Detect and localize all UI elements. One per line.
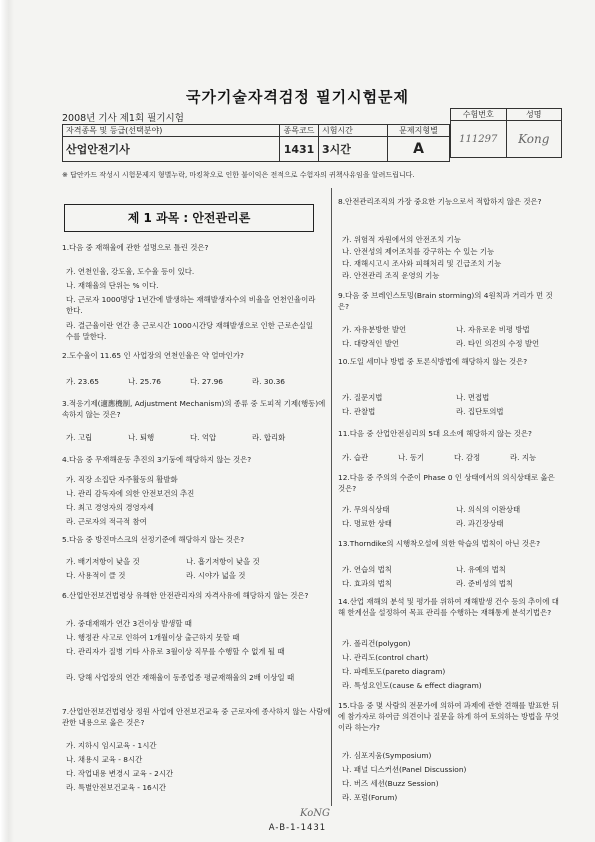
- option: 라. 준비성의 법칙: [456, 579, 514, 588]
- option: 다. 명료한 상태: [342, 519, 392, 528]
- exam-info-table: [62, 124, 450, 162]
- option: 라. 합리화: [252, 433, 286, 442]
- option: 나. 자유로운 비평 방법: [456, 325, 530, 334]
- option: 다. 사용적이 클 것: [66, 571, 126, 580]
- option: 라. 집단토의법: [456, 407, 504, 416]
- option: 다. 근로자 1000명당 1년간에 발생하는 재해발생자수의 비율을 연천인율이라 한다.: [66, 295, 316, 315]
- category-label: 자격종목 및 등급(선택분야): [63, 125, 280, 137]
- option: 라. 당해 사업장의 연간 재해율이 동종업종 평균재해율의 2배 이상일 때: [66, 673, 295, 682]
- exam-number-cell: [451, 121, 507, 158]
- candidate-box: [450, 108, 562, 158]
- name-label: 성명: [506, 109, 562, 121]
- question-8: 8.안전관리조직의 가장 중요한 기능으로서 적합하지 않은 것은?: [338, 197, 542, 206]
- option: 나. 유예의 법칙: [456, 565, 506, 574]
- option: 가. 고립: [66, 433, 93, 442]
- option: 가. 무의식상태: [342, 505, 390, 514]
- option: 나. 의식의 이완상태: [456, 505, 521, 514]
- option: 라. 타인 의견의 수정 발언: [456, 339, 540, 348]
- question-11: 11.다음 중 산업안전심리의 5대 요소에 해당하지 않는 것은?: [338, 429, 532, 438]
- option: 다. 관찰법: [342, 407, 376, 416]
- name-cell: [506, 121, 562, 158]
- option: 라. 안전관리 조직 운영의 기능: [342, 271, 440, 280]
- option: 나. 25.76: [128, 377, 161, 386]
- option: 라. 특별안전보건교육 - 16시간: [66, 783, 167, 792]
- page-title: 국가기술자격검정 필기시험문제: [185, 88, 410, 106]
- question-6: 6.산업안전보건법령상 유해한 안전관리자의 자격사유에 해당하지 않는 것은?: [62, 591, 309, 600]
- option: 다. 최고 경영자의 경영자세: [66, 503, 154, 512]
- handwritten-name: Kong: [518, 132, 550, 146]
- question-3: 3.적응기제(適應機制, Adjustment Mechanism)의 종류 중 도피적 기제(행동)에 속하지 않는 것은?: [62, 399, 326, 419]
- question-13: 13.Thorndike의 시행착오설에 의한 학습의 법칙이 아닌 것은?: [338, 539, 541, 548]
- option: 라. 30.36: [252, 377, 285, 386]
- type-label: 문제지형별: [388, 125, 450, 137]
- time-value: 3시간: [319, 137, 388, 162]
- option: 나. 재해율의 단위는 % 이다.: [66, 281, 159, 290]
- question-15: 15.다음 중 몇 사람의 전문가에 의하여 과제에 관한 견해를 발표한 뒤에 참가자로 하여금 의견이나 질문을 하게 하여 토의하는 방법을 무엇이라 하는가?: [338, 701, 560, 732]
- option: 가. 배기저항이 낮을 것: [66, 557, 140, 566]
- option: 가. 연습의 법칙: [342, 565, 392, 574]
- option: 라. 포럼(Forum): [342, 793, 398, 802]
- option: 라. 시야가 넓을 것: [186, 571, 246, 580]
- question-10: 10.도일 세미나 방법 중 토론식방법에 해당하지 않는 것은?: [338, 357, 528, 366]
- option: 다. 관리자가 질병 기타 사유로 3월이상 직무를 수행할 수 없게 될 때: [66, 647, 285, 656]
- option: 나. 안전성의 제어조치를 강구하는 수 있는 기능: [342, 247, 495, 256]
- question-9: 9.다음 중 브레인스토밍(Brain storming)의 4원칙과 거리가 먼 것은?: [338, 291, 553, 311]
- option: 가. 질문지법: [342, 393, 383, 402]
- option: 다. 효과의 법칙: [342, 579, 392, 588]
- option: 나. 관리 감독자에 의한 안전보건의 추진: [66, 489, 195, 498]
- option: 가. 중대재해가 연간 3건이상 발생할 때: [66, 619, 192, 628]
- category-value: 산업안전기사: [63, 137, 280, 162]
- option: 나. 채용시 교육 - 8시간: [66, 755, 143, 764]
- exam-session: 2008년 기사 제1회 필기시험: [62, 113, 184, 124]
- option: 다. 감정: [454, 453, 481, 462]
- option: 다. 대량적인 발언: [342, 339, 400, 348]
- question-7: 7.산업안전보건법령상 정원 사업에 안전보건교육 중 근로자에 종사하지 않는 사람에 관한 내용으로 옳은 것은?: [62, 707, 331, 727]
- option: 가. 습관: [342, 453, 369, 462]
- option: 라. 근로자의 적극적 참여: [66, 517, 147, 526]
- exam-number-label: 수험번호: [451, 109, 507, 121]
- option: 나. 동기: [398, 453, 425, 462]
- question-5: 5.다음 중 방진마스크의 선정기준에 해당하지 않는 것은?: [62, 535, 245, 544]
- option: 다. 억압: [190, 433, 217, 442]
- code-value: 1431: [280, 137, 319, 162]
- option: 가. 심포지움(Symposium): [342, 751, 432, 760]
- option: 가. 자유분방한 발언: [342, 325, 407, 334]
- option: 나. 흡기저항이 낮을 것: [186, 557, 260, 566]
- option: 가. 폴리건(polygon): [342, 639, 411, 648]
- question-2: 2.도수율이 11.65 인 사업장의 연천인율은 약 얼마인가?: [62, 351, 244, 360]
- option: 다. 재해시고시 조사와 피해처리 및 긴급조치 기능: [342, 259, 502, 268]
- question-1: [62, 242, 332, 253]
- option: 나. 퇴행: [128, 433, 155, 442]
- option: 가. 23.65: [66, 377, 99, 386]
- option: 라. 지능: [510, 453, 537, 462]
- option: 나. 관리도(control chart): [342, 653, 429, 662]
- question-4: 4.다음 중 무재해운동 추진의 3기둥에 해당하지 않는 것은?: [62, 455, 252, 464]
- option: 가. 위험적 자원에서의 안전조치 기능: [342, 235, 461, 244]
- notice-text: ※ 답안카드 작성시 시험문제지 형별누락, 마킹착오로 인한 불이익은 전적으로 수험자의 귀책사유임을 알려드립니다.: [62, 171, 415, 179]
- type-value: A: [388, 137, 450, 162]
- option: 가. 연천인율, 강도율, 도수율 등이 있다.: [66, 267, 195, 276]
- option: 가. 지하시 임시교육 - 1시간: [66, 741, 157, 750]
- question-12: 12.다음 중 주의의 수준이 Phase 0 인 상태에서의 의식상태로 옳은 것은?: [338, 473, 555, 493]
- option: 라. 과긴장상태: [456, 519, 504, 528]
- option: 다. 27.96: [190, 377, 223, 386]
- page-code: A-B-1-1431: [268, 823, 327, 833]
- scan-edge: [0, 0, 14, 842]
- subject-title: 제 1 과목 : 안전관리론: [64, 204, 314, 232]
- option: 다. 파레토도(pareto diagram): [342, 667, 446, 676]
- time-label: 시험시간: [319, 125, 388, 137]
- question-14: 14.산업 재해의 분석 및 평가를 위하여 재해발생 건수 등의 추이에 대해 한계선을 설정하여 목표 관리를 수행하는 재해통계 분석기법은?: [338, 597, 559, 617]
- handwritten-footer-mark: KoNG: [300, 808, 330, 819]
- option: 라. 결근율이란 연간 총 근로시간 1000시간당 재해발생으로 인한 근로손실일수를 말한다.: [66, 321, 313, 341]
- option: 다. 작업내용 변경시 교육 - 2시간: [66, 769, 174, 778]
- option: 나. 행정관 사고로 인하여 1개월이상 출근하지 못할 때: [66, 633, 240, 642]
- option: 가. 직장 소집단 자주활동의 활발화: [66, 475, 178, 484]
- option: 다. 버즈 세션(Buzz Session): [342, 779, 439, 788]
- option: 나. 패널 디스커션(Panel Discussion): [342, 765, 467, 774]
- code-label: 종목코드: [280, 125, 319, 137]
- option: 라. 특성요인도(cause & effect diagram): [342, 681, 482, 690]
- question-text: 1.다음 중 재해율에 관한 설명으로 틀린 것은?: [62, 243, 209, 252]
- option: 나. 면접법: [456, 393, 490, 402]
- handwritten-exam-number: 111297: [459, 133, 498, 145]
